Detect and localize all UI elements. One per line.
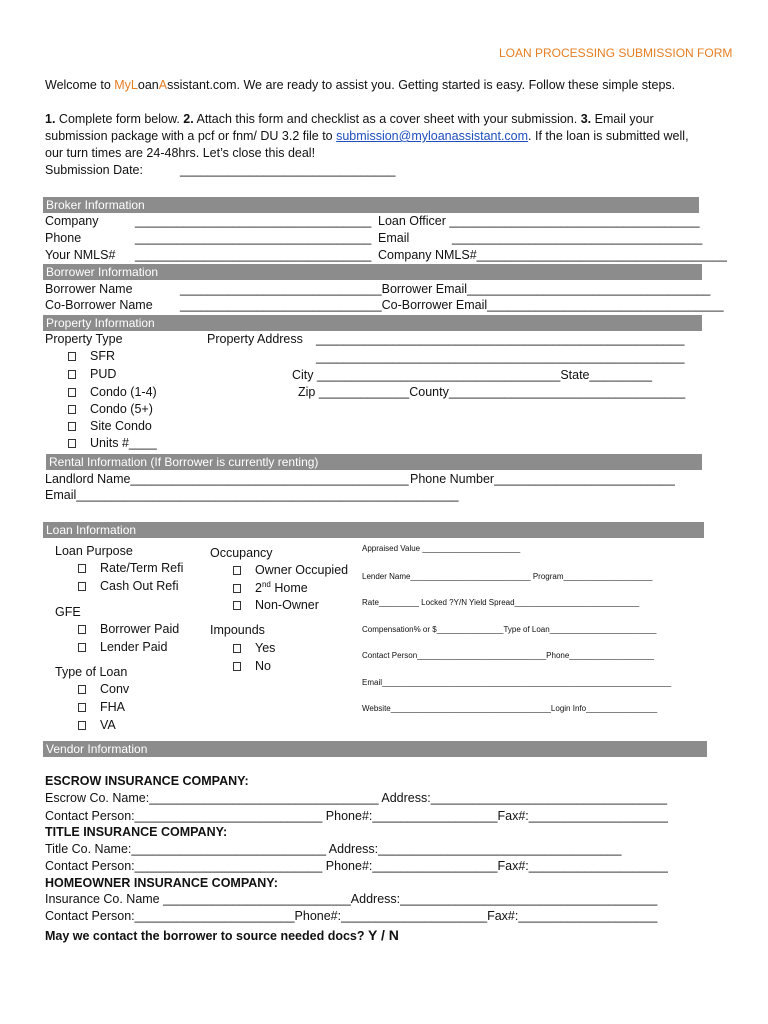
checkbox-icon <box>233 566 241 575</box>
checkbox-icon <box>68 388 76 397</box>
website-login-field[interactable]: Website____________________________________Login Info________________ <box>362 704 658 713</box>
borrower-name-label: Borrower Name <box>45 282 133 296</box>
submission-email-link[interactable]: submission@myloanassistant.com <box>336 129 529 143</box>
title-contact-field[interactable]: Contact Person:___________________________ Phone#:__________________Fax#:____________________ <box>45 859 668 873</box>
gfe-borrower-paid[interactable]: Borrower Paid <box>78 622 179 636</box>
welcome-text: Welcome to MyLoanAssistant.com. We are ready to assist you. Getting started is easy. Follow these simple steps. <box>45 78 676 92</box>
property-address-field-2[interactable]: _____________________________________________________ <box>316 350 685 364</box>
broker-section-header: Broker Information <box>43 197 699 213</box>
property-address-field[interactable]: _____________________________________________________ <box>316 332 685 346</box>
property-type-units[interactable]: Units #____ <box>68 436 157 450</box>
homeowner-contact-field[interactable]: Contact Person:_______________________Phone#:_____________________Fax#:____________________ <box>45 909 658 923</box>
appraised-value-field[interactable]: Appraised Value ______________________ <box>362 544 521 553</box>
company-nmls-field[interactable]: Company NMLS#____________________________________ <box>378 248 727 262</box>
yes-no-options[interactable]: Y / N <box>368 927 399 943</box>
compensation-field[interactable]: Compensation% or $_______________Type of Loan________________________ <box>362 625 657 634</box>
lender-program-field[interactable]: Lender Name___________________________ Program____________________ <box>362 572 653 581</box>
loan-section-header: Loan Information <box>43 522 704 538</box>
checkbox-icon <box>233 584 241 593</box>
checkbox-icon <box>78 625 86 634</box>
co-borrower-name-field[interactable]: _____________________________Co-Borrower Email__________________________________ <box>180 298 724 312</box>
nmls-field[interactable]: __________________________________ <box>135 248 372 262</box>
zip-county-field[interactable]: Zip _____________County__________________________________ <box>298 385 686 399</box>
occupancy-non-owner[interactable]: Non-Owner <box>233 598 319 612</box>
borrower-name-field[interactable]: _____________________________Borrower Email___________________________________ <box>180 282 711 296</box>
checkbox-icon <box>78 564 86 573</box>
property-address-label: Property Address <box>207 332 303 346</box>
loan-purpose-label: Loan Purpose <box>55 544 133 558</box>
loan-type-va[interactable]: VA <box>78 718 116 732</box>
company-field[interactable]: __________________________________ <box>135 214 372 228</box>
title-name-field[interactable]: Title Co. Name:____________________________ Address:___________________________________ <box>45 842 622 856</box>
contact-borrower-question: May we contact the borrower to source needed docs? Y / N <box>45 927 399 943</box>
checkbox-icon <box>68 405 76 414</box>
email-label: Email <box>378 231 410 245</box>
rate-yield-field[interactable]: Rate_________ Locked ?Y/N Yield Spread____________________________ <box>362 598 640 607</box>
gfe-label: GFE <box>55 605 81 619</box>
loan-type-fha[interactable]: FHA <box>78 700 125 714</box>
impounds-no[interactable]: No <box>233 659 271 673</box>
property-section-header: Property Information <box>43 315 702 331</box>
checkbox-icon <box>78 582 86 591</box>
occupancy-label: Occupancy <box>210 546 273 560</box>
nmls-label: Your NMLS# <box>45 248 116 262</box>
checkbox-icon <box>233 662 241 671</box>
checkbox-icon <box>68 422 76 431</box>
email-field[interactable]: ____________________________________ <box>452 231 703 245</box>
submission-date-field[interactable]: _______________________________ <box>180 163 396 177</box>
property-type-site-condo[interactable]: Site Condo <box>68 419 152 433</box>
landlord-email-field[interactable]: Email_______________________________________________________ <box>45 488 459 502</box>
title-heading: TITLE INSURANCE COMPANY: <box>45 825 228 839</box>
checkbox-icon <box>233 644 241 653</box>
loan-email-field[interactable]: Email_________________________________________________________________ <box>362 678 672 687</box>
impounds-label: Impounds <box>210 623 265 637</box>
checkbox-icon <box>78 685 86 694</box>
checkbox-icon <box>68 439 76 448</box>
landlord-phone-field[interactable]: Phone Number__________________________ <box>410 472 675 486</box>
vendor-section-header: Vendor Information <box>43 741 707 757</box>
escrow-heading: ESCROW INSURANCE COMPANY: <box>45 774 249 788</box>
checkbox-icon <box>78 703 86 712</box>
gfe-lender-paid[interactable]: Lender Paid <box>78 640 167 654</box>
phone-field[interactable]: __________________________________ <box>135 231 372 245</box>
purpose-rate-term[interactable]: Rate/Term Refi <box>78 561 183 575</box>
submission-date-label: Submission Date: <box>45 163 143 177</box>
property-type-sfr[interactable]: SFR <box>68 349 115 363</box>
steps-line-3: our turn times are 24-48hrs. Let’s close this deal! <box>45 146 316 160</box>
homeowner-heading: HOMEOWNER INSURANCE COMPANY: <box>45 876 278 890</box>
impounds-yes[interactable]: Yes <box>233 641 275 655</box>
property-type-pud[interactable]: PUD <box>68 367 116 381</box>
loan-type-label: Type of Loan <box>55 665 128 679</box>
checkbox-icon <box>68 352 76 361</box>
co-borrower-name-label: Co-Borrower Name <box>45 298 153 312</box>
checkbox-icon <box>233 601 241 610</box>
form-title: LOAN PROCESSING SUBMISSION FORM <box>499 46 733 60</box>
steps-line-1: 1. Complete form below. 2. Attach this form and checklist as a cover sheet with your submission. 3. Email your <box>45 112 654 126</box>
rental-section-header: Rental Information (If Borrower is currently renting) <box>46 454 702 470</box>
checkbox-icon <box>68 370 76 379</box>
checkbox-icon <box>78 643 86 652</box>
city-state-field[interactable]: City ___________________________________State_________ <box>292 368 653 382</box>
loan-type-conv[interactable]: Conv <box>78 682 129 696</box>
steps-line-2: submission package with a pcf or fnm/ DU 3.2 file to submission@myloanassistant.com. If the loan is submitted well, <box>45 129 689 143</box>
loan-officer-field[interactable]: Loan Officer ____________________________________ <box>378 214 700 228</box>
checkbox-icon <box>78 721 86 730</box>
escrow-name-field[interactable]: Escrow Co. Name:_________________________________ Address:__________________________________ <box>45 791 668 805</box>
landlord-name-field[interactable]: Landlord Name________________________________________ <box>45 472 409 486</box>
property-type-condo-5[interactable]: Condo (5+) <box>68 402 153 416</box>
occupancy-owner[interactable]: Owner Occupied <box>233 563 348 577</box>
phone-label: Phone <box>45 231 82 245</box>
homeowner-name-field[interactable]: Insurance Co. Name ___________________________Address:_____________________________________ <box>45 892 658 906</box>
occupancy-second-home[interactable]: 2nd Home <box>233 580 308 595</box>
property-type-label: Property Type <box>45 332 123 346</box>
purpose-cash-out[interactable]: Cash Out Refi <box>78 579 179 593</box>
company-label: Company <box>45 214 99 228</box>
escrow-contact-field[interactable]: Contact Person:___________________________ Phone#:__________________Fax#:____________________ <box>45 809 668 823</box>
property-type-condo-1-4[interactable]: Condo (1-4) <box>68 385 157 399</box>
borrower-section-header: Borrower Information <box>43 264 702 280</box>
loan-contact-field[interactable]: Contact Person_____________________________Phone___________________ <box>362 651 654 660</box>
